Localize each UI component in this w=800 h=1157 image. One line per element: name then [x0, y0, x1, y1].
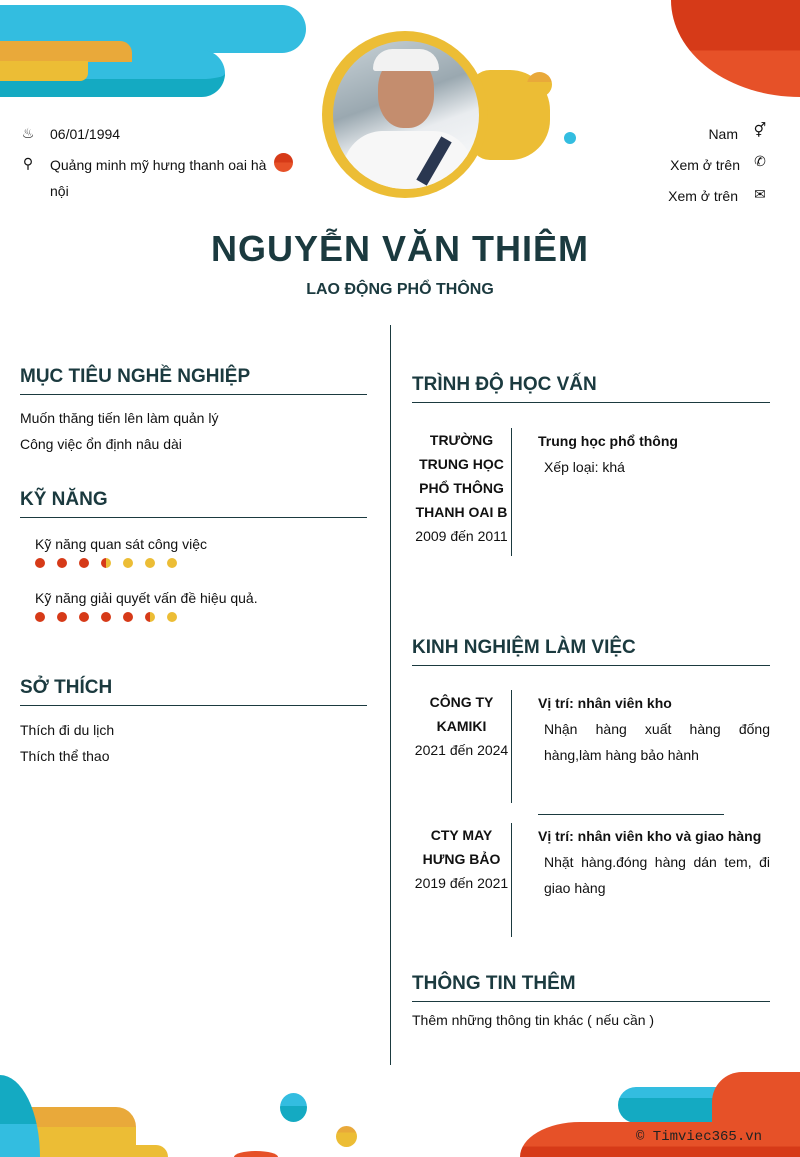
deco-yellow-dot — [336, 1126, 357, 1147]
skill-item — [20, 590, 258, 622]
education-item — [412, 428, 770, 556]
skill-rating — [35, 558, 258, 568]
skills-heading: KỸ NĂNG — [20, 489, 367, 518]
school-name: TRƯỜNG TRUNG HỌC PHỔ THÔNG THANH OAI B — [415, 432, 508, 520]
company-name: CÔNG TY KAMIKI — [429, 694, 494, 734]
objective-list — [20, 405, 218, 457]
extra-text: Thêm những thông tin khác ( nếu cần ) — [412, 1012, 655, 1028]
degree: Trung học phổ thông — [538, 433, 678, 449]
deco-yellow-cloud — [0, 61, 88, 81]
objective-line: Công việc ổn định nâu dài — [20, 436, 182, 452]
company-name: CTY MAY HƯNG BẢO — [422, 827, 501, 867]
deco-yellow-cloud — [80, 1145, 168, 1157]
experience-detail: Nhận hàng xuất hàng đống hàng,làm hàng bảo hành — [544, 721, 770, 763]
skill-list — [20, 536, 258, 622]
rating-dot — [145, 558, 155, 568]
skill-item — [20, 536, 258, 568]
deco-yellow-dot — [527, 72, 552, 97]
rating-dot — [101, 612, 111, 622]
full-name: NGUYỄN VĂN THIÊM — [210, 228, 590, 269]
hobby-list — [20, 717, 114, 769]
column-divider — [390, 325, 391, 1065]
hobby-line: Thích thể thao — [20, 748, 110, 764]
education-period: 2009 đến 2011 — [415, 528, 508, 544]
job-title: LAO ĐỘNG PHỔ THÔNG — [306, 281, 494, 298]
rating-dot — [57, 612, 67, 622]
extra-heading: THÔNG TIN THÊM — [412, 973, 770, 1002]
hobbies-heading: SỞ THÍCH — [20, 677, 367, 706]
deco-red-dot — [274, 153, 293, 172]
deco-yellow-cloud — [0, 41, 132, 62]
position: Vị trí: nhân viên kho và giao hàng — [538, 828, 762, 844]
gender: Nam — [708, 126, 738, 142]
location-pin-icon: ⚲ — [22, 155, 34, 171]
phone: Xem ở trên — [670, 157, 740, 173]
deco-red-circle — [671, 0, 800, 97]
address: Quảng minh mỹ hưng thanh oai hà nội — [50, 157, 267, 199]
rating-dot — [145, 612, 155, 622]
rating-dot — [123, 558, 133, 568]
experience-heading: KINH NGHIỆM LÀM VIỆC — [412, 637, 770, 666]
position: Vị trí: nhân viên kho — [538, 695, 672, 711]
rating-dot — [101, 558, 111, 568]
skill-rating — [35, 612, 258, 622]
email: Xem ở trên — [668, 188, 738, 204]
deco-blue-circle — [0, 1075, 40, 1157]
objective-heading: MỤC TIÊU NGHỀ NGHIỆP — [20, 366, 367, 395]
rating-dot — [79, 558, 89, 568]
experience-item — [412, 823, 770, 937]
rating-dot — [167, 612, 177, 622]
envelope-icon: ✉ — [754, 186, 766, 202]
rating-dot — [167, 558, 177, 568]
experience-detail: Nhặt hàng.đóng hàng dán tem, đi giao hàng — [544, 854, 770, 896]
rating-dot — [35, 558, 45, 568]
skill-name: Kỹ năng quan sát công việc — [35, 536, 208, 552]
skill-name: Kỹ năng giải quyết vấn đề hiệu quả. — [35, 590, 258, 606]
rating-dot — [57, 558, 67, 568]
experience-separator — [538, 814, 724, 815]
birthday-cake-icon: ♨ — [21, 125, 35, 141]
education-detail: Xếp loại: khá — [544, 459, 625, 475]
experience-item — [412, 690, 770, 803]
rating-dot — [123, 612, 133, 622]
experience-period: 2021 đến 2024 — [414, 742, 509, 758]
objective-line: Muốn thăng tiến lên làm quản lý — [20, 410, 219, 426]
deco-blue-dot — [280, 1093, 307, 1122]
rating-dot — [79, 612, 89, 622]
phone-icon: ✆ — [754, 153, 766, 169]
hobby-line: Thích đi du lịch — [20, 722, 115, 738]
rating-dot — [35, 612, 45, 622]
experience-period: 2019 đến 2021 — [414, 875, 509, 891]
copyright: © Timviec365.vn — [636, 1129, 763, 1145]
deco-blue-dot — [564, 132, 576, 144]
deco-red-dot — [234, 1151, 278, 1157]
dob: 06/01/1994 — [50, 126, 121, 142]
gender-icon: ⚥ — [753, 122, 767, 138]
avatar — [333, 41, 479, 189]
education-heading: TRÌNH ĐỘ HỌC VẤN — [412, 374, 770, 403]
